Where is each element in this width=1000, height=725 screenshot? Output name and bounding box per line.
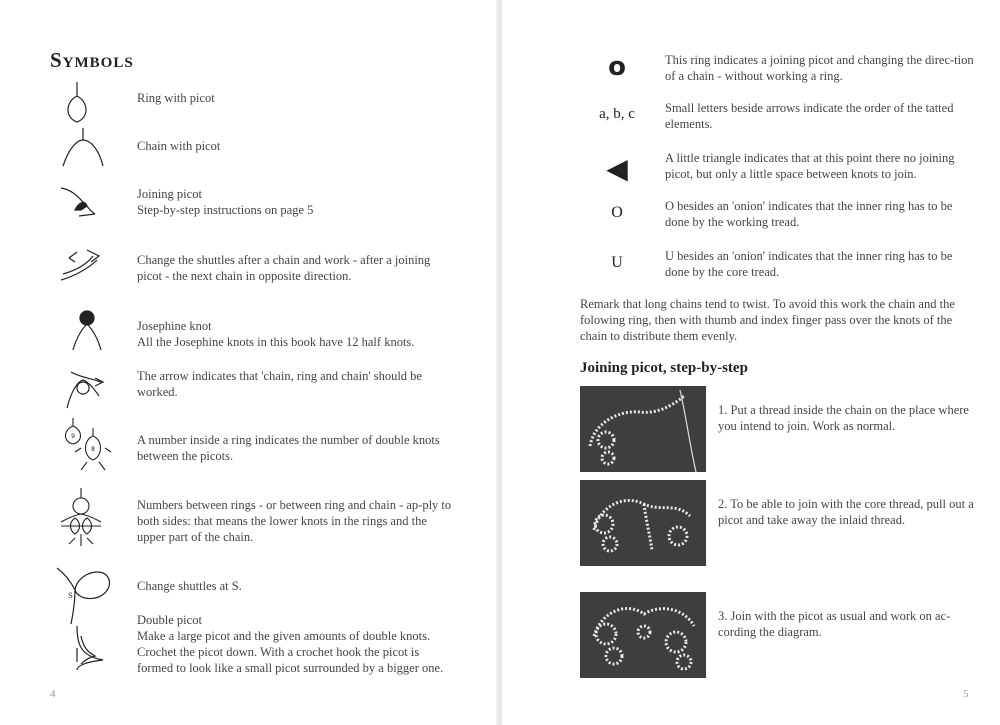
legend-text: O besides an 'onion' indicates that the inner ring has to be done by the working tread. [665,199,953,229]
left-page [0,0,498,725]
step-2-photo [580,480,706,566]
ring-number: 9 [71,433,75,440]
symbol-description: A number inside a ring indicates the number of double knots between the picots. [137,433,440,463]
legend-text: U besides an 'onion' indicates that the inner ring has to be done by the core tread. [665,249,953,279]
legend-text: This ring indicates a joining picot and changing the direc-tion of a chain - without working a ring. [665,53,974,83]
symbol-description: Change shuttles at S. [137,579,242,593]
symbol-description: Double picot Make a large picot and the given amounts of double knots. Crochet the picot down. With a crochet hook the picot is formed to look like a small picot surrounded by a bigger one. [137,613,444,675]
letter-u-icon: U [611,254,623,271]
ring-marker-icon: o [608,52,626,82]
legend-text: A little triangle indicates that at this point there no joining picot, but only a little space between knots to join. [665,151,955,181]
page-number: 4 [50,688,56,700]
numbers-between-rings-icon [55,488,125,558]
triangle-icon: ◀ [606,152,628,185]
step-3-photo [580,592,706,678]
numbered-ring-icon [55,418,125,488]
svg-text:S: S [68,592,73,600]
page-number: 5 [963,688,969,700]
step-text: 1. Put a thread inside the chain on the place where you intend to join. Work as normal. [718,403,969,433]
legend-text: Small letters beside arrows indicate the order of the tatted elements. [665,101,954,131]
change-shuttles-icon [55,238,125,308]
letters-icon: a, b, c [599,106,635,122]
page-title: Symbols [50,48,134,72]
symbol-description: Josephine knot All the Josephine knots in this book have 12 half knots. [137,319,415,349]
change-shuttles-at-s-icon [55,560,125,630]
symbol-description: Numbers between rings - or between ring and chain - ap-ply to both sides: that means the lower knots in the rings and the upper part of the chain. [137,498,452,544]
step-text: 2. To be able to join with the core thread, pull out a picot and take away the inlaid thread. [718,497,974,527]
symbol-description: Chain with picot [137,139,221,153]
symbol-description: The arrow indicates that 'chain, ring and chain' should be worked. [137,369,422,399]
letter-o-icon: O [611,204,623,221]
ring-number: 8 [91,446,95,453]
section-heading: Joining picot, step-by-step [580,360,748,376]
step-text: 3. Join with the picot as usual and work on ac-cording the diagram. [718,609,951,639]
symbol-description: Ring with picot [137,91,215,105]
symbol-description: Joining picot Step-by-step instructions on page 5 [137,187,314,217]
step-1-photo [580,386,706,472]
remark-paragraph: Remark that long chains tend to twist. To avoid this work the chain and the folowing ring, then with thumb and index finger pass over the knots of the chain to distribute them evenly. [580,297,955,343]
symbol-description: Change the shuttles after a chain and work - after a joining picot - the next chain in opposite direction. [137,253,431,283]
double-picot-icon [55,622,125,692]
